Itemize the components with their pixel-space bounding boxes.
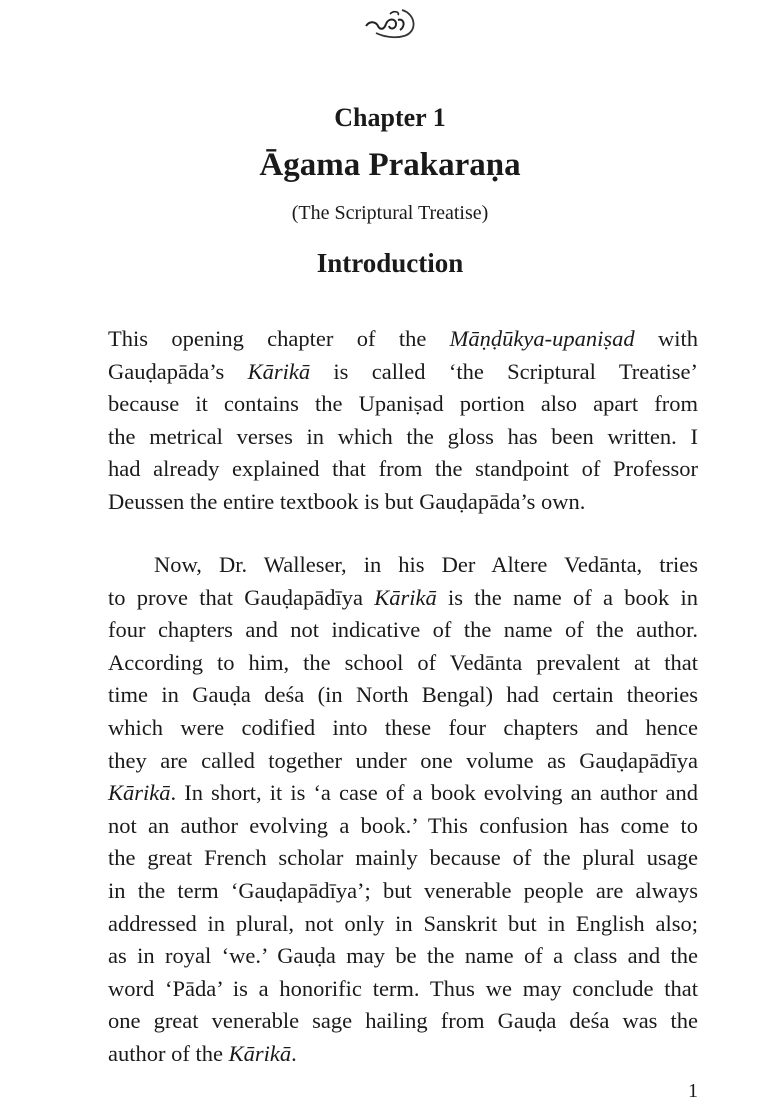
text-segment: Deussen the entire textbook is but Gauḍapāda’s own.	[108, 488, 586, 514]
text-segment: not an author evolving a book.’ This confusion has come to	[108, 812, 698, 838]
text-segment: word ‘Pāda’ is a honorific term. Thus we may conclude that	[108, 975, 698, 1001]
text-segment: is called ‘the Scriptural Treatise’	[310, 358, 698, 384]
text-segment: is the name of a book in	[436, 584, 699, 610]
text-segment: addressed in plural, not only in Sanskrit but in English also;	[108, 910, 698, 936]
text-segment: the metrical verses in which the gloss has been written. I	[108, 423, 698, 449]
text-line	[108, 810, 698, 843]
om-ornament-icon	[362, 6, 418, 40]
text-segment: author of the	[108, 1040, 229, 1066]
text-line	[108, 323, 698, 356]
text-segment: with	[634, 326, 698, 351]
text-segment: one great venerable sage hailing from Gauḍa deśa was the	[108, 1008, 698, 1034]
text-line	[108, 647, 698, 680]
paragraph	[108, 323, 698, 519]
text-segment: in the term ‘Gauḍapādīya’; but venerable people are always	[108, 877, 698, 903]
text-line	[108, 549, 698, 582]
text-line	[108, 908, 698, 941]
text-line	[108, 1038, 698, 1071]
italic-term: Māṇḍūkya-upaniṣad	[449, 326, 635, 351]
text-segment: time in Gauḍa deśa (in North Bengal) had certain theories	[108, 682, 698, 708]
chapter-title: Āgama Prakaraṇa	[259, 147, 521, 183]
text-segment: because it contains the Upaniṣad portion also apart from	[108, 391, 698, 417]
italic-term: Kārikā	[228, 1040, 292, 1066]
text-segment: .	[291, 1040, 297, 1066]
text-line	[108, 712, 698, 745]
italic-term: Kārikā	[374, 584, 437, 610]
text-segment: This opening chapter of the	[108, 326, 450, 351]
italic-term: Kārikā	[108, 780, 171, 806]
section-heading: Introduction	[316, 248, 464, 278]
chapter-subtitle: (The Scriptural Treatise)	[291, 202, 489, 224]
text-line	[108, 940, 698, 973]
text-segment: to prove that Gauḍapādīya	[108, 584, 375, 610]
text-line	[108, 421, 698, 454]
text-line	[108, 842, 698, 875]
text-segment: four chapters and not indicative of the name of the author.	[108, 617, 698, 643]
italic-term: Kārikā	[247, 358, 311, 384]
text-segment: as in royal ‘we.’ Gauḍa may be the name of a class and the	[108, 943, 698, 969]
text-line	[108, 582, 698, 615]
paragraph	[108, 549, 698, 1071]
text-segment: Now, Dr. Walleser, in his Der Altere Vedānta, tries	[154, 552, 698, 577]
text-segment: they are called together under one volume as Gauḍapādīya	[108, 747, 698, 773]
chapter-label: Chapter 1	[334, 103, 446, 132]
text-line	[108, 486, 698, 519]
page-number: 1	[688, 1080, 698, 1102]
text-line	[108, 388, 698, 421]
text-line	[108, 614, 698, 647]
text-segment: which were codified into these four chapters and hence	[108, 714, 698, 740]
text-segment: the great French scholar mainly because of the plural usage	[108, 845, 698, 871]
text-segment: . In short, it is ‘a case of a book evolving an author and	[170, 780, 698, 806]
text-line	[108, 1005, 698, 1038]
text-line	[108, 679, 698, 712]
text-line	[108, 453, 698, 486]
text-line	[108, 356, 698, 389]
text-segment: had already explained that from the standpoint of Professor	[108, 456, 698, 482]
text-line	[108, 875, 698, 908]
text-segment: Gauḍapāda’s	[108, 358, 248, 384]
text-segment: According to him, the school of Vedānta prevalent at that	[108, 649, 698, 675]
text-line	[108, 777, 698, 810]
text-line	[108, 973, 698, 1006]
text-line	[108, 745, 698, 778]
